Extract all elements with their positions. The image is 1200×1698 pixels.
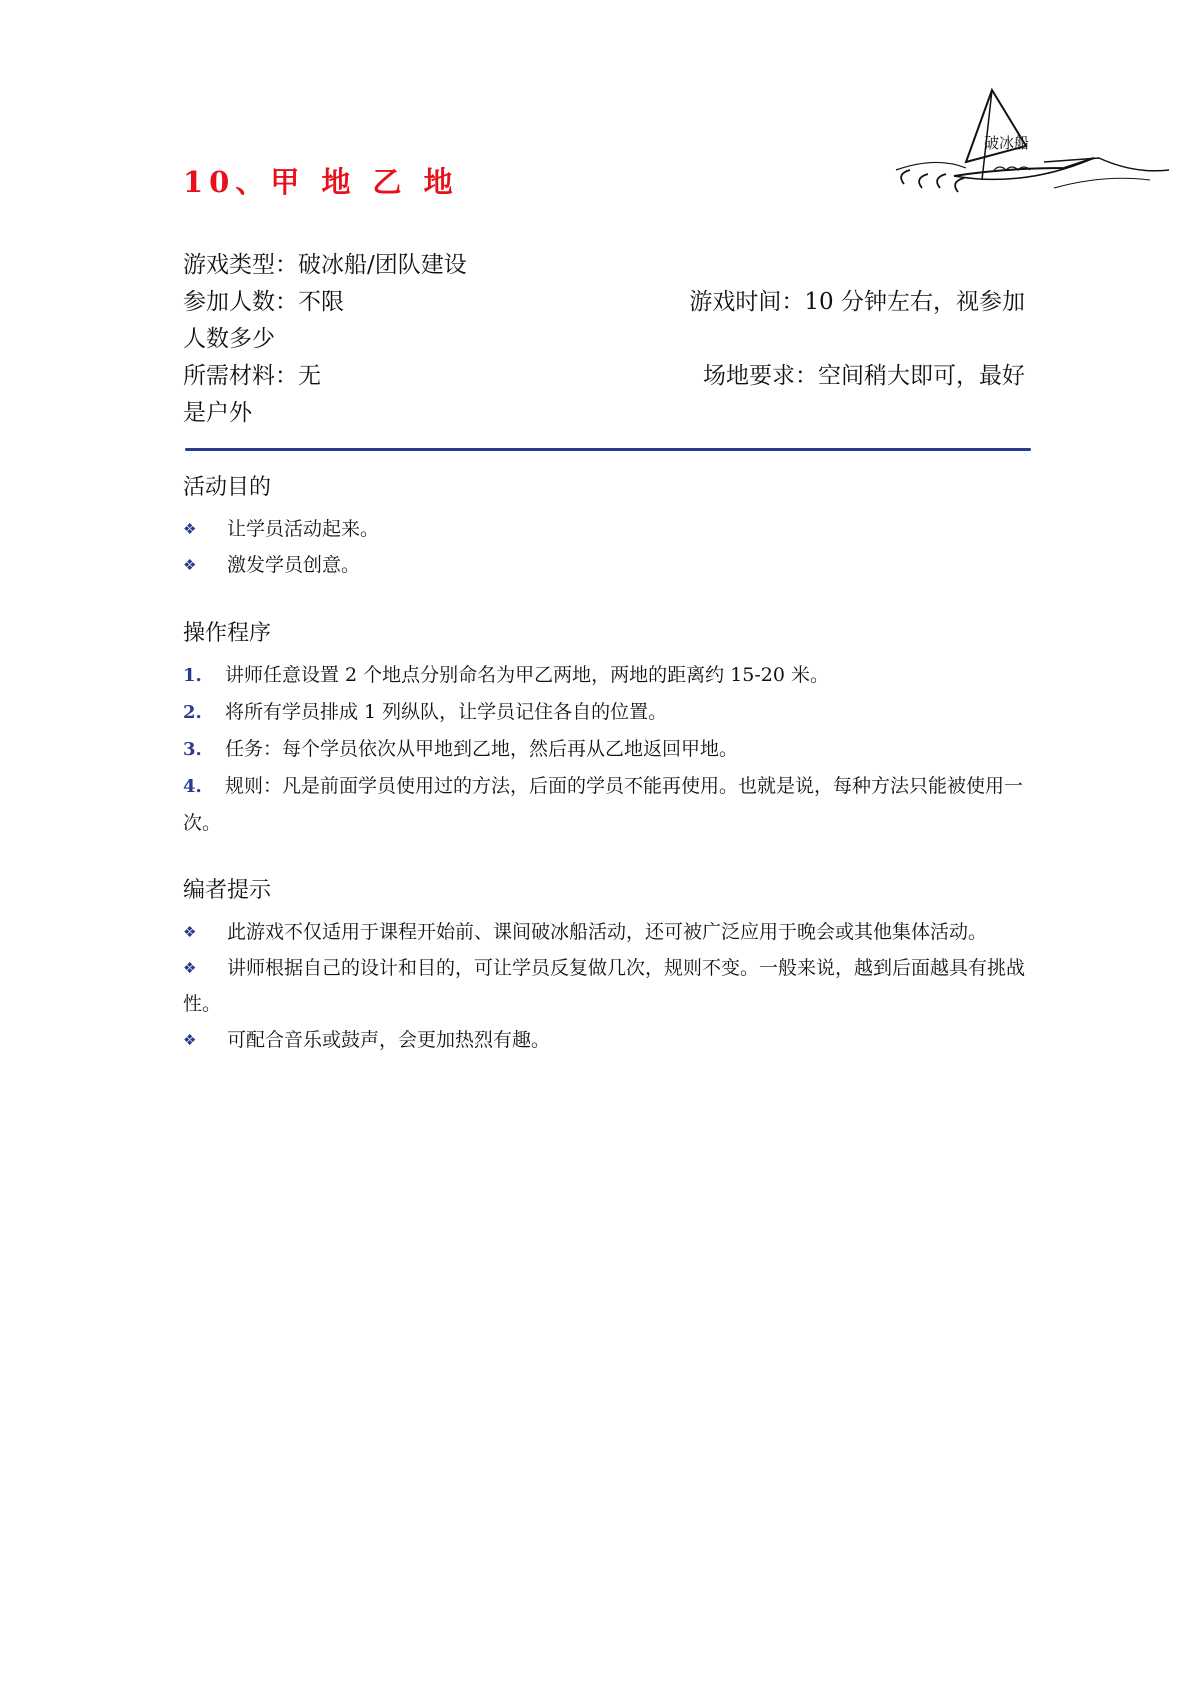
step-number: 2. <box>183 702 202 723</box>
procedure-section <box>183 616 1029 841</box>
logo-text: 破冰船 <box>984 134 1030 152</box>
step-number: 3. <box>183 739 202 760</box>
game-meta <box>183 247 1025 432</box>
diamond-bullet-icon: ❖ <box>183 556 197 574</box>
venue: 场地要求：空间稍大即可，最好 <box>703 363 1025 389</box>
tips-section <box>183 873 1029 1058</box>
list-item: ❖ 让学员活动起来。 <box>183 511 1029 547</box>
step-number: 4. <box>183 776 202 797</box>
diamond-bullet-icon: ❖ <box>183 959 197 977</box>
participants: 参加人数：不限 <box>183 289 344 315</box>
diamond-bullet-icon: ❖ <box>183 1031 197 1049</box>
list-item: 1. 讲师任意设置 2 个地点分别命名为甲乙两地，两地的距离约 15-20 米。 <box>183 657 1029 694</box>
list-item: 4. 规则：凡是前面学员使用过的方法，后面的学员不能再使用。也就是说，每种方法只能被使用一次。 <box>183 768 1029 841</box>
game-type: 游戏类型：破冰船/团队建设 <box>183 252 467 278</box>
section-divider <box>185 448 1031 451</box>
icebreaker-sailboat-icon <box>894 84 1174 204</box>
page-title: 10、甲 地 乙 地 <box>183 165 459 199</box>
step-number: 1. <box>183 665 202 686</box>
goals-heading: 活动目的 <box>183 475 272 500</box>
list-item: 3. 任务：每个学员依次从甲地到乙地，然后再从乙地返回甲地。 <box>183 731 1029 768</box>
list-item: ❖ 可配合音乐或鼓声，会更加热烈有趣。 <box>183 1022 1029 1058</box>
list-item: ❖ 激发学员创意。 <box>183 547 1029 583</box>
list-item: 2. 将所有学员排成 1 列纵队，让学员记住各自的位置。 <box>183 694 1029 731</box>
procedure-heading: 操作程序 <box>183 621 272 646</box>
duration-continued: 人数多少 <box>183 326 275 352</box>
duration: 游戏时间：10 分钟左右，视参加 <box>689 289 1025 315</box>
icebreaker-logo <box>894 84 1174 204</box>
tips-heading: 编者提示 <box>183 878 272 903</box>
venue-continued: 是户外 <box>183 400 252 426</box>
goals-section <box>183 470 1029 583</box>
list-item: ❖ 此游戏不仅适用于课程开始前、课间破冰船活动，还可被广泛应用于晚会或其他集体活动。 <box>183 914 1029 950</box>
list-item: ❖ 讲师根据自己的设计和目的，可让学员反复做几次，规则不变。一般来说，越到后面越具有挑战性。 <box>183 950 1029 1022</box>
diamond-bullet-icon: ❖ <box>183 520 197 538</box>
diamond-bullet-icon: ❖ <box>183 923 197 941</box>
materials: 所需材料：无 <box>183 363 321 389</box>
